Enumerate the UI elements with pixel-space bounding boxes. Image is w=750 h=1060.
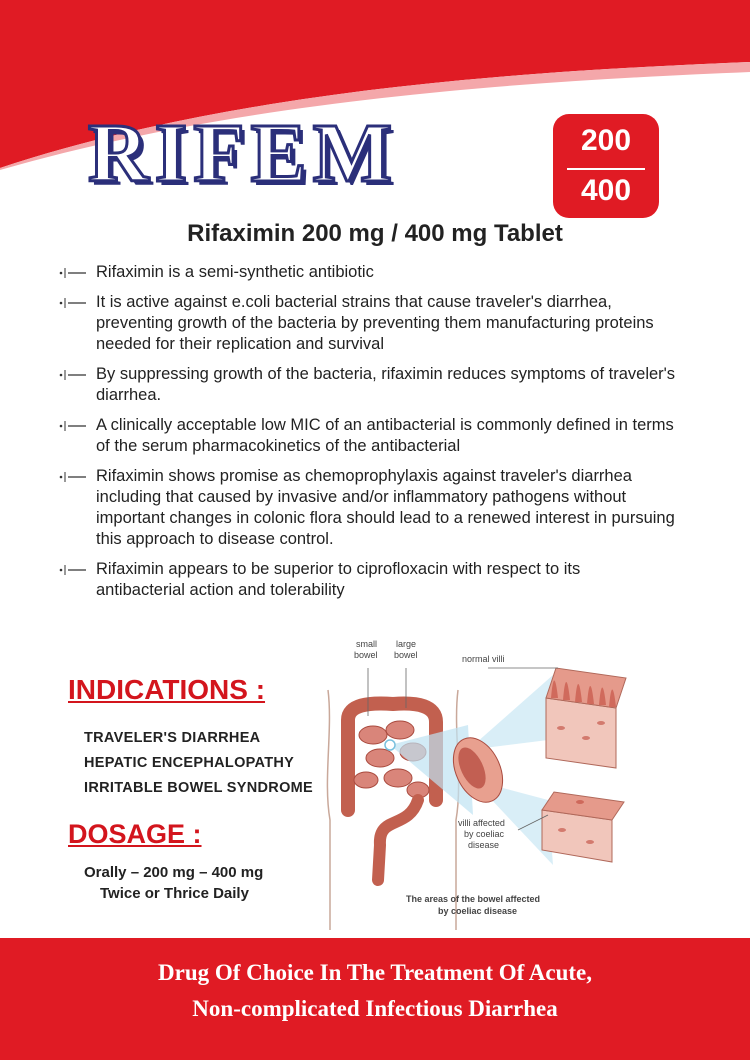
bullet-marker-icon bbox=[58, 369, 88, 381]
benefit-item bbox=[58, 292, 678, 355]
indication-item: HEPATIC ENCEPHALOPATHY bbox=[84, 755, 295, 771]
bullet-marker-icon bbox=[58, 297, 88, 309]
benefit-text: Rifaximin shows promise as chemoprophylaxis against traveler's diarrhea including that caused by invasive and/or inflammatory pathogens without important changes in colonic flora should lead to a renewed interest in pursuing this approach to disease control. bbox=[96, 467, 675, 548]
indications-heading: INDICATIONS : bbox=[68, 674, 266, 705]
benefit-item bbox=[58, 415, 678, 457]
indications-list bbox=[84, 726, 313, 801]
dosage-text bbox=[84, 862, 263, 904]
strength-badge bbox=[553, 114, 659, 218]
bullet-marker-icon bbox=[58, 564, 88, 576]
product-subtitle: Rifaximin 200 mg / 400 mg Tablet bbox=[187, 220, 563, 247]
benefit-item bbox=[58, 559, 656, 601]
caption-line-1: The areas of the bowel affected bbox=[406, 894, 541, 904]
bullet-marker-icon bbox=[58, 267, 88, 279]
benefit-text: A clinically acceptable low MIC of an antibacterial is commonly defined in terms of the serum pharmacokinetics of the antibacterial bbox=[96, 416, 674, 455]
indication-item: TRAVELER'S DIARRHEA bbox=[84, 730, 261, 746]
bowel-illustration bbox=[308, 630, 638, 930]
benefit-text: Rifaximin is a semi-synthetic antibiotic bbox=[96, 263, 374, 281]
benefit-item bbox=[58, 364, 678, 406]
brand-logo: RIFEM bbox=[88, 107, 398, 200]
label-affected-3: disease bbox=[468, 840, 500, 850]
benefit-item bbox=[58, 262, 678, 283]
benefit-text: Rifaximin appears to be superior to ciprofloxacin with respect to its antibacterial action and tolerability bbox=[96, 560, 581, 599]
label-affected-2: by coeliac bbox=[464, 829, 505, 839]
label-affected-1: villi affected bbox=[458, 818, 505, 828]
label-large-bowel-1: large bbox=[396, 639, 417, 649]
benefit-text: It is active against e.coli bacterial strains that cause traveler's diarrhea, preventing growth of the bacteria by preventing them manufacturing proteins needed for their replication and survival bbox=[96, 293, 654, 353]
bottom-banner bbox=[0, 938, 750, 1060]
tagline-line-2: Non-complicated Infectious Diarrhea bbox=[192, 996, 558, 1021]
strength-400: 400 bbox=[580, 174, 632, 207]
indication-item: IRRITABLE BOWEL SYNDROME bbox=[84, 780, 313, 796]
benefits-list bbox=[58, 262, 678, 610]
dosage-heading: DOSAGE : bbox=[68, 819, 202, 849]
strength-divider bbox=[567, 168, 645, 170]
benefit-item bbox=[58, 466, 678, 550]
bullet-marker-icon bbox=[58, 420, 88, 432]
label-normal-villi: normal villi bbox=[462, 654, 505, 664]
caption-line-2: by coeliac disease bbox=[438, 906, 518, 916]
strength-200: 200 bbox=[580, 124, 632, 157]
benefit-text: By suppressing growth of the bacteria, rifaximin reduces symptoms of traveler's diarrhea. bbox=[96, 365, 676, 404]
bullet-marker-icon bbox=[58, 471, 88, 483]
dosage-line-1: Orally – 200 mg – 400 mg bbox=[84, 864, 264, 881]
label-small-bowel-2: bowel bbox=[354, 650, 378, 660]
tagline-line-1: Drug Of Choice In The Treatment Of Acute, bbox=[158, 960, 592, 985]
label-large-bowel-2: bowel bbox=[394, 650, 418, 660]
dosage-line-2: Twice or Thrice Daily bbox=[100, 885, 249, 902]
label-small-bowel-1: small bbox=[356, 639, 378, 649]
